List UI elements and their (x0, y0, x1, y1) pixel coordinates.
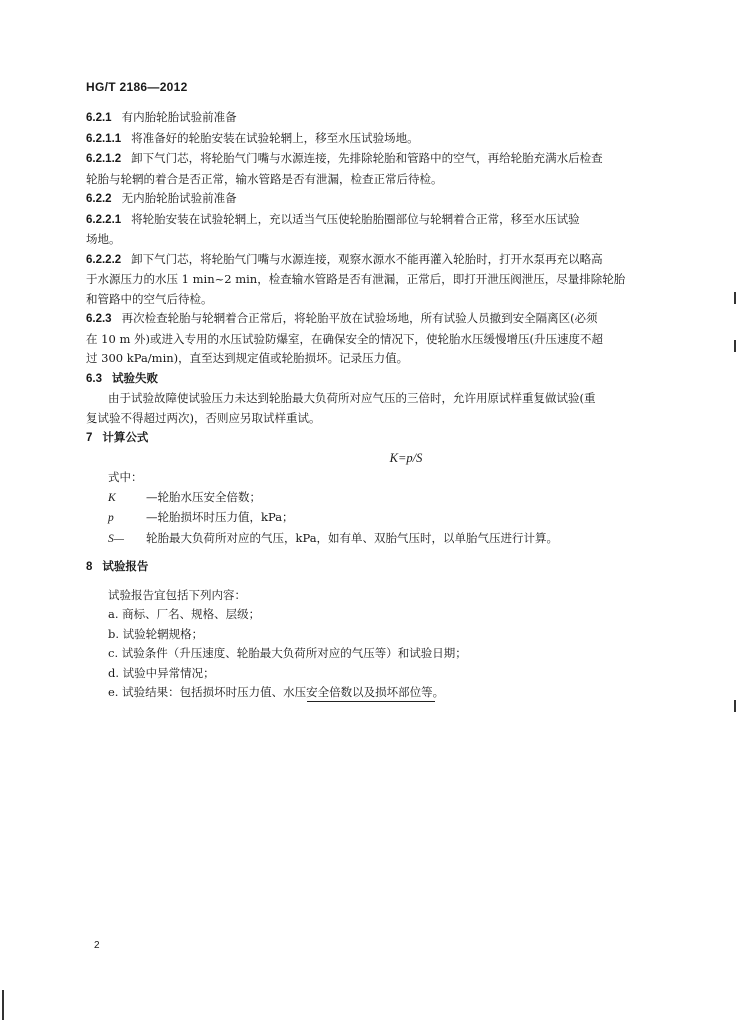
paragraph-text: 再次检查轮胎与轮辋着合正常后，将轮胎平放在试验场地，所有试验人员撤到安全隔离区(必须 (121, 311, 598, 325)
page-number: 2 (94, 940, 100, 951)
section-number: 6.2.2.2 (86, 253, 122, 266)
end-rule (307, 701, 435, 702)
document-body (86, 108, 666, 703)
formula-definition (86, 488, 666, 509)
section-number: 7 (86, 432, 93, 444)
definition-text: 轮胎最大负荷所对应的气压，kPa，如有单、双胎气压时，以单胎气压进行计算。 (146, 530, 559, 545)
section-6-2-2-1 (86, 210, 666, 231)
definition-text: —轮胎水压安全倍数； (146, 489, 261, 504)
definition-text: —轮胎损坏时压力值，kPa； (146, 510, 294, 524)
section-7 (86, 428, 666, 449)
section-6-3 (86, 369, 666, 390)
formula-where-label: 式中： (108, 470, 143, 484)
section-number: 6.2.1 (86, 112, 112, 124)
section-number: 6.3 (86, 372, 102, 385)
paragraph-line: 由于试验故障使试验压力未达到轮胎最大负荷所对应气压的三倍时，允许用原试样重复做试验(重 (108, 391, 596, 405)
list-item: b. 试验轮辋规格； (108, 626, 204, 641)
section-heading: 有内胎轮胎试验前准备 (121, 110, 237, 124)
scan-mark (734, 340, 736, 352)
paragraph-line: 在 10 m 外)或进入专用的水压试验防爆室，在确保安全的情况下，使轮胎水压缓慢增压(升压速度不超 (86, 331, 603, 346)
section-number: 6.2.2 (86, 193, 112, 205)
paragraph-line: 轮胎与轮辋的着合是否正常，输水管路是否有泄漏，检查正常后待检。 (86, 171, 443, 186)
formula-definition (86, 529, 666, 550)
section-heading: 试验失败 (112, 372, 158, 385)
section-6-2-2 (86, 189, 666, 210)
paragraph-text: 将轮胎安装在试验轮辋上，充以适当气压使轮胎胎圈部位与轮辋着合正常，移至水压试验 (131, 211, 580, 226)
list-item: c. 试验条件（升压速度、轮胎最大负荷所对应的气压等）和试验日期； (108, 646, 467, 660)
scan-mark (734, 700, 736, 712)
section-6-2-2-2 (86, 250, 666, 271)
paragraph-line: 于水源压力的水压 1 min~2 min，检查输水管路是否有泄漏，正常后，即打开泄压阀泄压，尽量排除轮胎 (86, 272, 626, 286)
scan-mark (2, 990, 4, 1020)
report-intro: 试验报告宜包括下列内容： (108, 587, 246, 602)
symbol: p (108, 512, 114, 524)
symbol: S— (108, 532, 124, 545)
section-heading: 无内胎轮胎试验前准备 (121, 191, 237, 205)
paragraph-text: 卸下气门芯，将轮胎气门嘴与水源连接，观察水源水不能再灌入轮胎时，打开水泵再充以略高 (131, 251, 603, 266)
paragraph-text: 卸下气门芯，将轮胎气门嘴与水源连接，先排除轮胎和管路中的空气，再给轮胎充满水后检查 (131, 151, 603, 165)
formula-definition (86, 508, 666, 529)
list-item: d. 试验中异常情况； (108, 665, 215, 680)
scan-mark (734, 292, 736, 304)
section-number: 6.2.2.1 (86, 213, 122, 226)
list-item: e. 试验结果：包括损坏时压力值、水压安全倍数以及损坏部位等。 (108, 685, 445, 699)
paragraph-line: 场地。 (86, 232, 121, 246)
section-number: 6.2.1.1 (86, 132, 122, 145)
standard-code: HG/T 2186—2012 (86, 80, 188, 94)
section-heading: 计算公式 (102, 432, 149, 444)
section-6-2-3 (86, 309, 666, 330)
formula: K=p/S (389, 450, 423, 465)
list-item: a. 商标、厂名、规格、层级； (108, 607, 261, 621)
paragraph-line: 和管路中的空气后待检。 (86, 291, 213, 306)
paragraph-line: 过 300 kPa/min)，直至达到规定值或轮胎损坏。记录压力值。 (86, 351, 409, 365)
symbol: K (108, 491, 116, 504)
section-number: 8 (86, 561, 93, 573)
section-heading: 试验报告 (102, 561, 149, 573)
paragraph-text: 将准备好的轮胎安装在试验轮辋上，移至水压试验场地。 (131, 130, 419, 145)
section-6-2-1 (86, 108, 666, 129)
section-number: 6.2.3 (86, 313, 112, 325)
section-6-2-1-2 (86, 149, 666, 170)
section-8 (86, 557, 666, 578)
paragraph-line: 复试验不得超过两次)，否则应另取试样重试。 (86, 410, 321, 425)
section-6-2-1-1 (86, 129, 666, 150)
section-number: 6.2.1.2 (86, 153, 122, 165)
